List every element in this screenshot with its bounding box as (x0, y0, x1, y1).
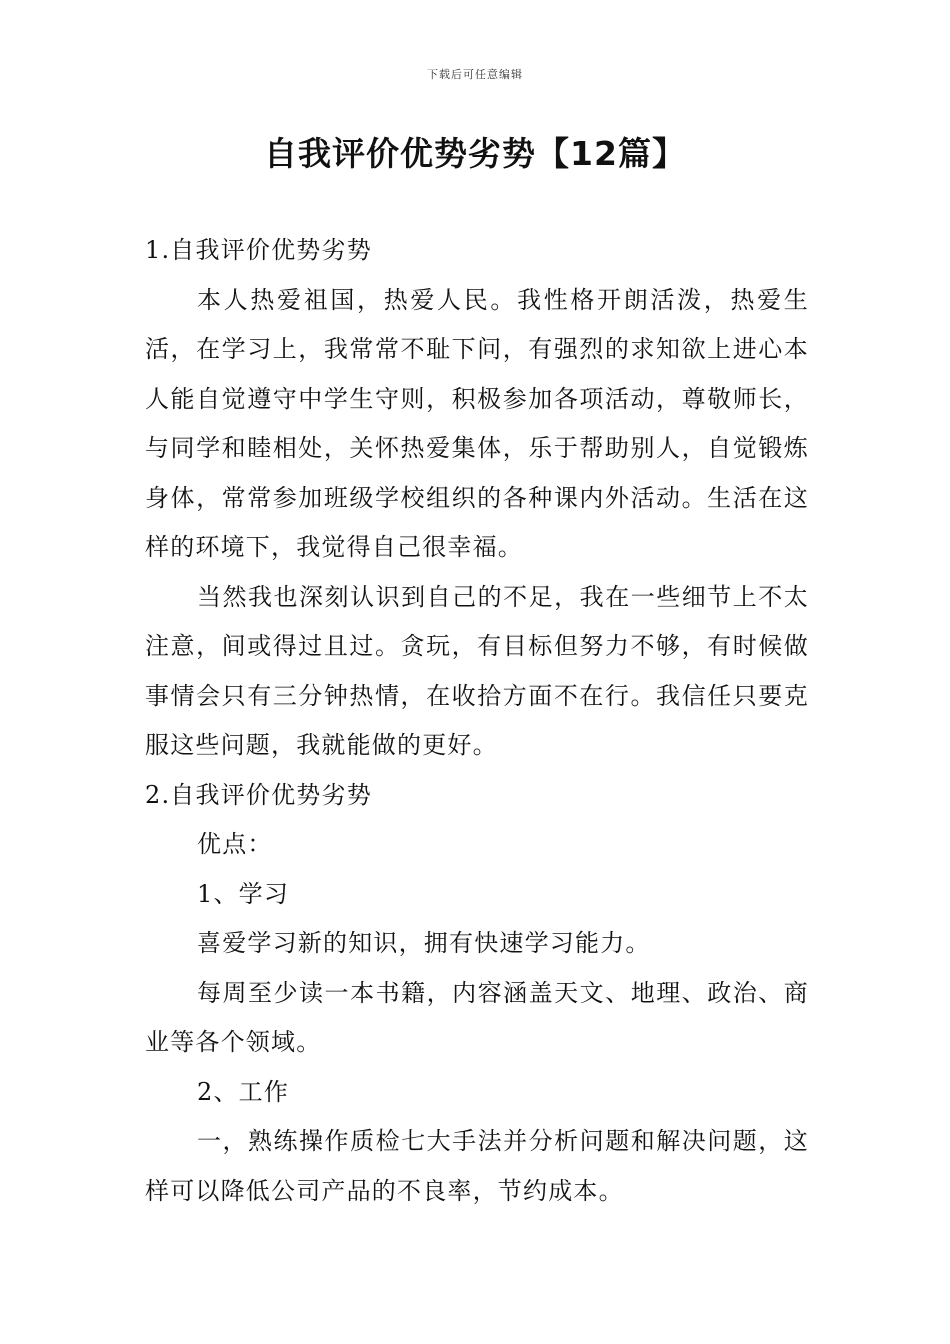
paragraph: 本人热爱祖国，热爱人民。我性格开朗活泼，热爱生活，在学习上，我常常不耻下问，有强烈的求知欲上进心本人能自觉遵守中学生守则，积极参加各项活动，尊敬师长，与同学和睦相处，关怀热爱集体，乐于帮助别人，自觉锻炼身体，常常参加班级学校组织的各种课内外活动。生活在这样的环境下，我觉得自己很幸福。 (145, 285, 809, 561)
paragraph: 喜爱学习新的知识，拥有快速学习能力。 (197, 929, 651, 957)
subheading-study: 1、学习 (197, 879, 290, 908)
subheading-work: 2、工作 (197, 1077, 290, 1106)
paragraph: 当然我也深刻认识到自己的不足，我在一些细节上不太注意，间或得过且过。贪玩，有目标但努力不够，有时候做事情会只有三分钟热情，在收拾方面不在行。我信任只要克服这些问题，我就能做的更好。 (145, 582, 809, 759)
section-heading-2: 2.自我评价优势劣势 (145, 780, 372, 809)
header-note: 下载后可任意编辑 (427, 68, 523, 81)
paragraph: 每周至少读一本书籍，内容涵盖天文、地理、政治、商业等各个领域。 (145, 978, 809, 1056)
subheading-strengths: 优点： (197, 830, 273, 858)
section-heading-1: 1.自我评价优势劣势 (145, 236, 372, 264)
document-title: 自我评价优势劣势【12篇】 (264, 134, 686, 173)
paragraph: 一，熟练操作质检七大手法并分析问题和解决问题，这样可以降低公司产品的不良率，节约成本。 (145, 1127, 809, 1205)
document-body (145, 226, 809, 1216)
